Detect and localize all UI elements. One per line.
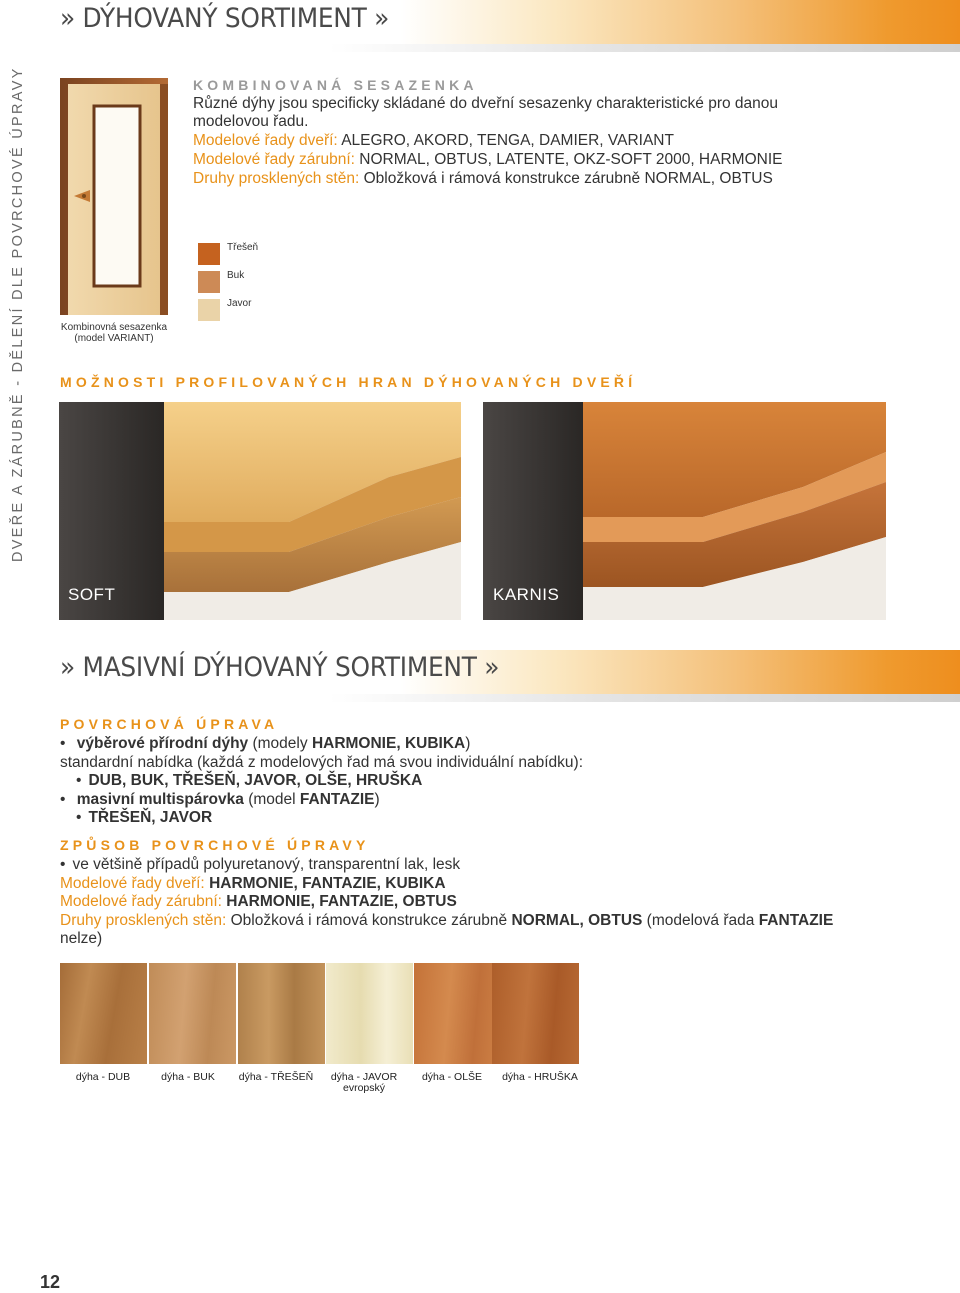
veneer-sample-olse: [414, 963, 501, 1064]
side-section-label: DVEŘE A ZÁRUBNĚ - DĚLENÍ DLE POVRCHOVÉ ÚPRAVY: [10, 66, 26, 562]
sub-bullet-woods: • DUB, BUK, TŘEŠEŇ, JAVOR, OLŠE, HRUŠKA: [76, 772, 422, 790]
veneer-sample-dub: [60, 963, 147, 1064]
heading-finish-method: ZPŮSOB POVRCHOVÉ ÚPRAVY: [60, 837, 370, 853]
door-models-line: Modelové řady dveří: ALEGRO, AKORD, TENGA, DAMIER, VARIANT: [193, 132, 674, 149]
bullet-multispar: • masivní multispárovka (model FANTAZIE): [60, 791, 380, 809]
photo-soft-edge: [59, 402, 461, 620]
swatch-buk: [198, 271, 220, 293]
swatch-label-javor: Javor: [227, 298, 252, 309]
veneer-sample-buk: [149, 963, 236, 1064]
section-title-solid-veneer: » MASIVNÍ DÝHOVANÝ SORTIMENT »: [60, 652, 500, 683]
door-models-line-2: Modelové řady dveří: HARMONIE, FANTAZIE, KUBIKA: [60, 875, 446, 892]
veneer-label-olse: dýha - OLŠE: [421, 1071, 483, 1083]
page-number: 12: [40, 1272, 61, 1292]
bullet-natural-veneers: • výběrové přírodní dýhy (modely HARMONIE, KUBIKA): [60, 735, 470, 753]
bullet-lacquer: • ve většině případů polyuretanový, transparentní lak, lesk: [60, 856, 460, 874]
veneer-label-dub: dýha - DUB: [75, 1071, 131, 1083]
sub-bullet-tresen-javor: • TŘEŠEŇ, JAVOR: [76, 809, 212, 827]
veneer-label-javor: dýha - JAVOR evropský: [330, 1071, 398, 1094]
section-title-veneer: » DÝHOVANÝ SORTIMENT »: [60, 3, 390, 34]
label-karnis: KARNIS: [493, 585, 560, 604]
veneer-label-hruska: dýha - HRUŠKA: [502, 1071, 578, 1083]
veneer-sample-tresen: [238, 963, 325, 1064]
standard-offer-line: standardní nabídka (každá z modelových řad má svou individuální nabídku):: [60, 754, 583, 771]
door-caption: Kombinovná sesazenka (model VARIANT): [60, 322, 168, 344]
intro-text-line2: modelovou řadu.: [193, 113, 309, 130]
swatch-label-tresen: Třešeň: [227, 242, 259, 253]
veneer-sample-hruska: [492, 963, 579, 1064]
heading-profiled-edges: MOŽNOSTI PROFILOVANÝCH HRAN DÝHOVANÝCH DVEŘÍ: [60, 374, 637, 390]
frame-models-line-2: Modelové řady zárubní: HARMONIE, FANTAZIE, OBTUS: [60, 893, 457, 910]
glazing-line-2: Druhy prosklených stěn: Obložková i rámová konstrukce zárubně NORMAL, OBTUS (modelová řada FANTAZIE: [60, 912, 834, 929]
swatch-tresen: [198, 243, 220, 265]
swatch-label-buk: Buk: [227, 270, 245, 281]
intro-text-line1: Různé dýhy jsou specificky skládané do dveřní sesazenky charakteristické pro danou: [193, 95, 779, 112]
frame-models-line: Modelové řady zárubní: NORMAL, OBTUS, LATENTE, OKZ-SOFT 2000, HARMONIE: [193, 151, 783, 168]
label-soft: SOFT: [68, 585, 116, 604]
door-image: [60, 78, 168, 315]
swatch-javor: [198, 299, 220, 321]
veneer-sample-javor: [326, 963, 413, 1064]
veneer-label-buk: dýha - BUK: [161, 1071, 215, 1083]
glazing-line-2-cont: nelze): [60, 930, 103, 947]
heading-surface-finish: POVRCHOVÁ ÚPRAVA: [60, 716, 279, 732]
heading-kombinovana-sesazenka: KOMBINOVANÁ SESAZENKA: [193, 77, 478, 93]
glazing-line: Druhy prosklených stěn: Obložková i rámová konstrukce zárubně NORMAL, OBTUS: [193, 170, 773, 187]
veneer-label-tresen: dýha - TŘEŠEŇ: [238, 1071, 314, 1083]
